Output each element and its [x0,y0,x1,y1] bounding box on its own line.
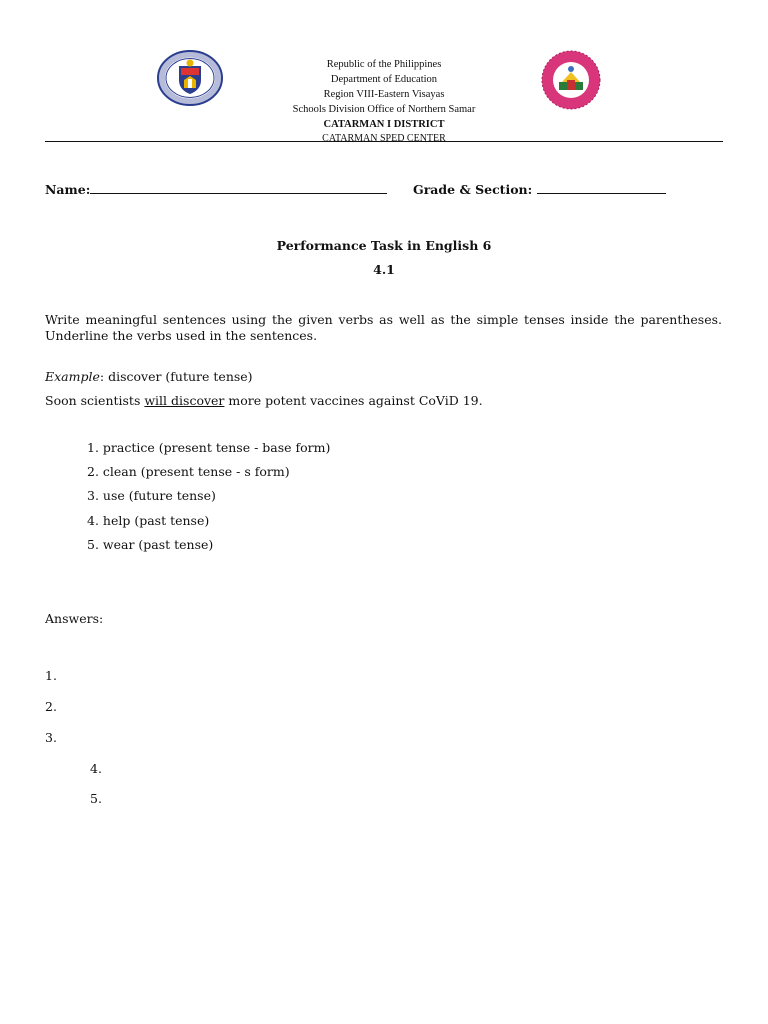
district-line: CATARMAN I DISTRICT [323,119,445,130]
answer-line[interactable]: 2. [45,699,57,714]
name-grade-row [45,181,666,197]
example-sentence [45,393,483,408]
example-line [45,369,253,384]
name-blank[interactable] [90,181,387,194]
answer-line[interactable]: 1. [45,668,57,683]
instructions: Write meaningful sentences using the given verbs as well as the simple tenses inside the parentheses. Underline the verbs used in the sentences. [45,312,722,343]
republic-line: Republic of the Philippines [326,59,442,70]
answer-line[interactable]: 5. [90,791,102,806]
example-sentence-end: more potent vaccines against CoViD 19. [224,393,483,408]
task-title: Performance Task in English 6 [276,238,492,253]
region-line: Region VIII-Eastern Visayas [323,89,445,100]
answers-label: Answers: [45,611,104,626]
header-divider [45,141,723,142]
answer-line[interactable]: 4. [90,761,102,776]
letterhead [230,57,538,146]
deped-seal-logo [157,50,223,106]
list-item: 2. clean (present tense - s form) [87,464,290,479]
list-item: 5. wear (past tense) [87,537,214,552]
task-number: 4.1 [373,262,395,277]
name-label: Name: [45,182,91,197]
list-item: 3. use (future tense) [87,488,216,503]
example-sentence-start: Soon scientists [45,393,145,408]
example-text: : discover (future tense) [99,369,253,384]
grade-section-label: Grade & Section: [413,182,533,197]
school-line: CATARMAN SPED CENTER [322,133,446,144]
list-item: 4. help (past tense) [87,513,210,528]
answer-line[interactable]: 3. [45,730,57,745]
example-underlined-verb: will discover [144,393,225,408]
sped-center-logo [538,50,604,110]
list-item: 1. practice (present tense - base form) [87,440,331,455]
division-line: Schools Division Office of Northern Samar [292,104,476,115]
department-line: Department of Education [330,74,438,85]
example-label: Example [45,369,100,384]
grade-section-blank[interactable] [537,181,666,194]
